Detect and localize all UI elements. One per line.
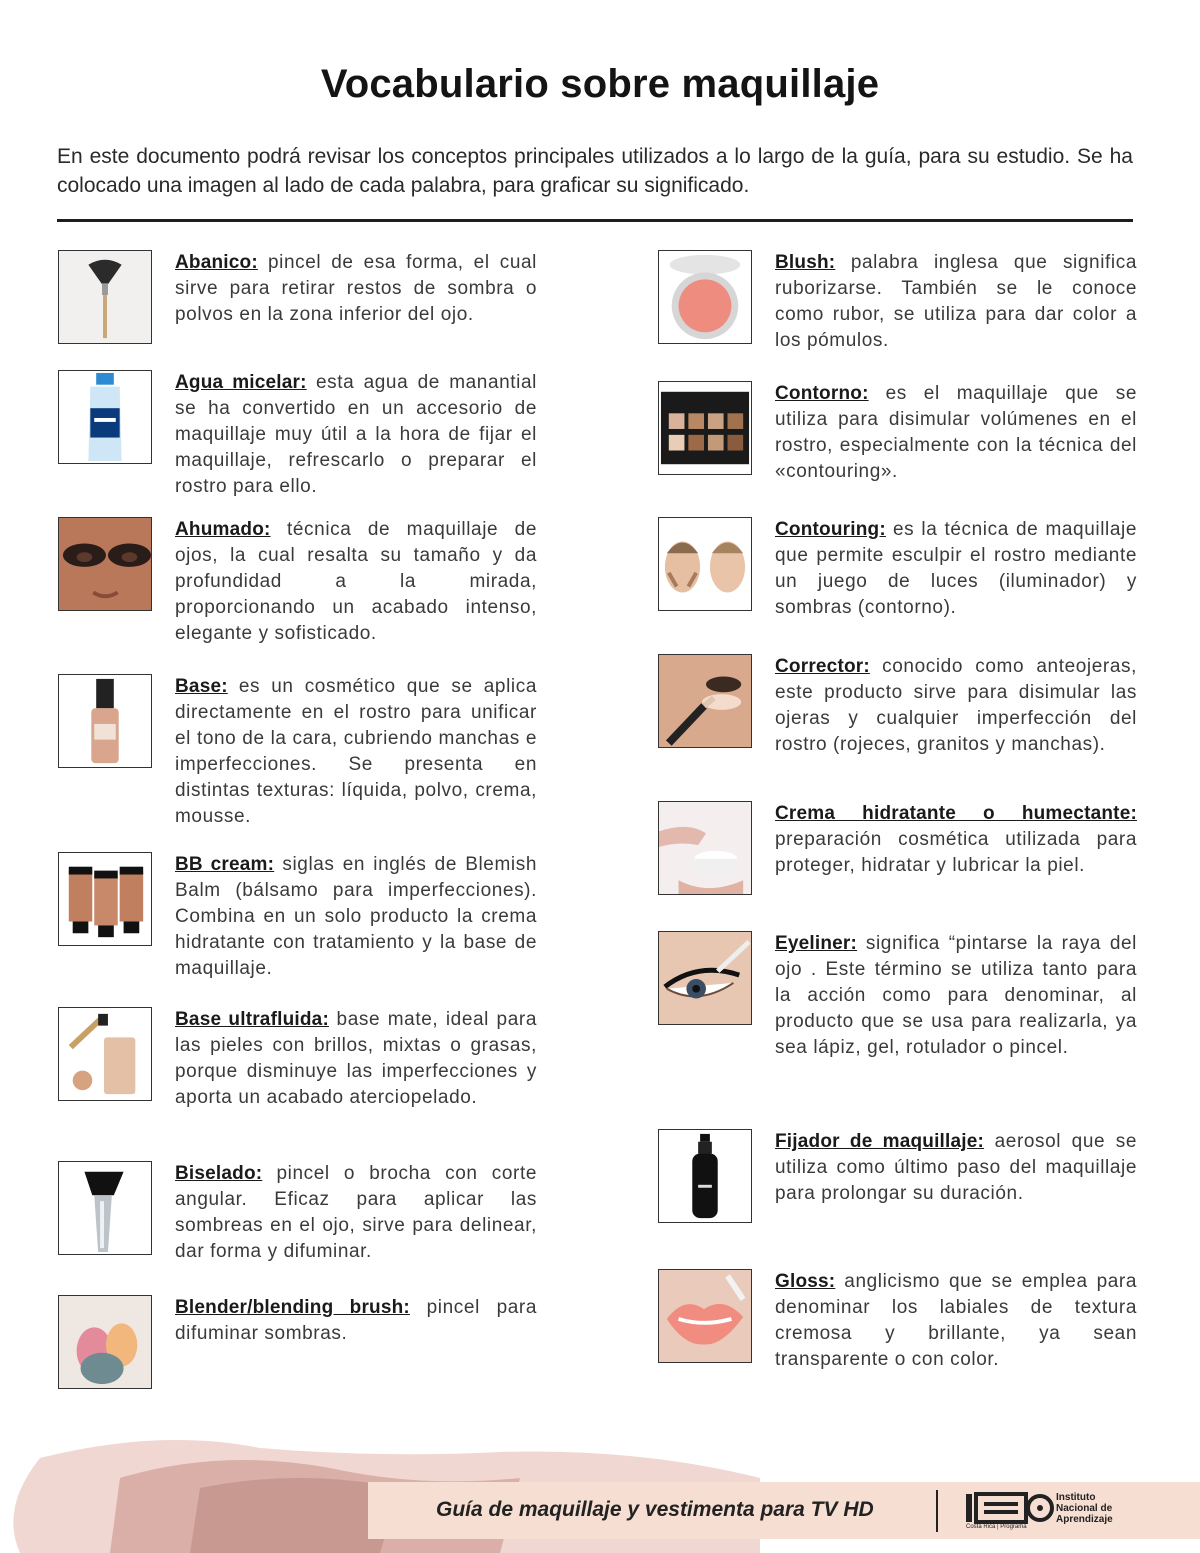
org-line: Instituto bbox=[1056, 1492, 1096, 1503]
org-line: Nacional de bbox=[1056, 1503, 1113, 1514]
term: Biselado: bbox=[175, 1163, 263, 1184]
definition: aerosol que se utiliza como último paso del maquillaje para prolongar su duración. bbox=[775, 1131, 1137, 1204]
bb-cream-tubes-image bbox=[58, 852, 152, 946]
definition: esta agua de manantial se ha convertido en un accesorio de maquillaje muy útil a la hora de fijar el maquillaje, refrescarlo o preparar el rostro para ello. bbox=[175, 372, 537, 497]
term: Abanico: bbox=[175, 252, 258, 273]
blush-compact-image bbox=[658, 250, 752, 344]
definition: preparación cosmética utilizada para proteger, hidratar y lubricar la piel. bbox=[775, 829, 1137, 876]
org-line: Aprendizaje bbox=[1056, 1514, 1113, 1525]
entry-text bbox=[775, 250, 1137, 354]
entry-text bbox=[175, 1007, 537, 1111]
term: Base: bbox=[175, 676, 228, 697]
moisturizer-jar-image bbox=[658, 801, 752, 895]
logo-subtitle: Costa Rica | Programa bbox=[966, 1524, 1027, 1530]
entry-text bbox=[175, 1295, 537, 1347]
term: Gloss: bbox=[775, 1271, 836, 1292]
definition: anglicismo que se emplea para denominar los labiales de textura cremosa y brillante, ya sean transparente o con color. bbox=[775, 1271, 1137, 1370]
term: Base ultrafluida: bbox=[175, 1009, 329, 1030]
entry-text bbox=[775, 517, 1137, 621]
entry-text bbox=[175, 1161, 537, 1265]
entry-text bbox=[175, 674, 537, 830]
definition: siglas en inglés de Blemish Balm (bálsamo para imperfecciones). Combina en un solo producto la crema hidratante con tratamiento y la base de maquillaje. bbox=[175, 854, 537, 979]
entry-text bbox=[175, 852, 537, 982]
micellar-water-bottle-image bbox=[58, 370, 152, 464]
definition: es la técnica de maquillaje que permite esculpir el rostro mediante un juego de luces (iluminador) y sombras (contorno). bbox=[775, 519, 1137, 618]
term: Fijador de maquillaje: bbox=[775, 1131, 985, 1152]
term: BB cream: bbox=[175, 854, 275, 875]
lip-gloss-image bbox=[658, 1269, 752, 1363]
eyeliner-eye-image bbox=[658, 931, 752, 1025]
definition: es el maquillaje que se utiliza para disimular volúmenes en el rostro, especialmente con la técnica del «contouring». bbox=[775, 383, 1137, 482]
entry-text bbox=[175, 370, 537, 500]
entry-text bbox=[775, 381, 1137, 485]
entry-text bbox=[775, 654, 1137, 758]
entry-text bbox=[775, 801, 1137, 879]
contour-palette-image bbox=[658, 381, 752, 475]
entry-text bbox=[775, 931, 1137, 1061]
ultrafluid-foundation-image bbox=[58, 1007, 152, 1101]
definition: base mate, ideal para las pieles con brillos, mixtas o grasas, porque disminuye las imperfecciones y aporta un acabado aterciopelado. bbox=[175, 1009, 537, 1108]
term: Ahumado: bbox=[175, 519, 271, 540]
definition: significa “pintarse la raya del ojo . Este término se utiliza tanto para la acción como para denominar, al producto que se usa para realizarla, ya sea lápiz, gel, rotulador o pincel. bbox=[775, 933, 1137, 1058]
definition: palabra inglesa que significa ruborizarse. También se le conoce como rubor, se utiliza para dar color a los pómulos. bbox=[775, 252, 1137, 351]
fan-brush-image bbox=[58, 250, 152, 344]
page-title: Vocabulario sobre maquillaje bbox=[320, 62, 880, 106]
smoky-eye-image bbox=[58, 517, 152, 611]
term: Agua micelar: bbox=[175, 372, 307, 393]
header-divider bbox=[57, 219, 1133, 222]
definition: conocido como anteojeras, este producto sirve para disimular las ojeras y cualquier imperfección del rostro (rojeces, granitos y manchas). bbox=[775, 656, 1137, 755]
beauty-blenders-image bbox=[58, 1295, 152, 1389]
term: Crema hidratante o humectante: bbox=[775, 803, 1137, 824]
term: Eyeliner: bbox=[775, 933, 858, 954]
definition: pincel de esa forma, el cual sirve para retirar restos de sombra o polvos en la zona inferior del ojo. bbox=[175, 252, 537, 325]
entry-text bbox=[775, 1269, 1137, 1373]
concealer-application-image bbox=[658, 654, 752, 748]
definition: pincel para difuminar sombras. bbox=[175, 1297, 537, 1344]
foundation-bottle-image bbox=[58, 674, 152, 768]
contouring-faces-image bbox=[658, 517, 752, 611]
definition: pincel o brocha con corte angular. Eficaz para aplicar las sombreas en el ojo, sirve para delinear, dar forma y difuminar. bbox=[175, 1163, 537, 1262]
term: Corrector: bbox=[775, 656, 870, 677]
footer-guide-title: Guía de maquillaje y vestimenta para TV HD bbox=[436, 1498, 874, 1521]
footer-divider bbox=[936, 1490, 938, 1532]
organization-name bbox=[1056, 1492, 1113, 1525]
term: Contouring: bbox=[775, 519, 886, 540]
definition: técnica de maquillaje de ojos, la cual resalta su tamaño y da profundidad a la mirada, proporcionando un acabado intenso, elegante y sofisticado. bbox=[175, 519, 537, 644]
entry-text bbox=[175, 250, 537, 328]
term: Blush: bbox=[775, 252, 836, 273]
angled-brush-image bbox=[58, 1161, 152, 1255]
term: Contorno: bbox=[775, 383, 869, 404]
definition: es un cosmético que se aplica directamente en el rostro para unificar el tono de la cara, cubriendo manchas e imperfecciones. Se presenta en distintas texturas: líquida, polvo, crema, mousse. bbox=[175, 676, 537, 827]
entry-text bbox=[775, 1129, 1137, 1207]
intro-paragraph: En este documento podrá revisar los conceptos principales utilizados a lo largo de la guía, para su estudio. Se ha colocado una imagen al lado de cada palabra, para graficar su significado. bbox=[57, 145, 1133, 197]
entry-text bbox=[175, 517, 537, 647]
term: Blender/blending brush: bbox=[175, 1297, 410, 1318]
setting-spray-image bbox=[658, 1129, 752, 1223]
